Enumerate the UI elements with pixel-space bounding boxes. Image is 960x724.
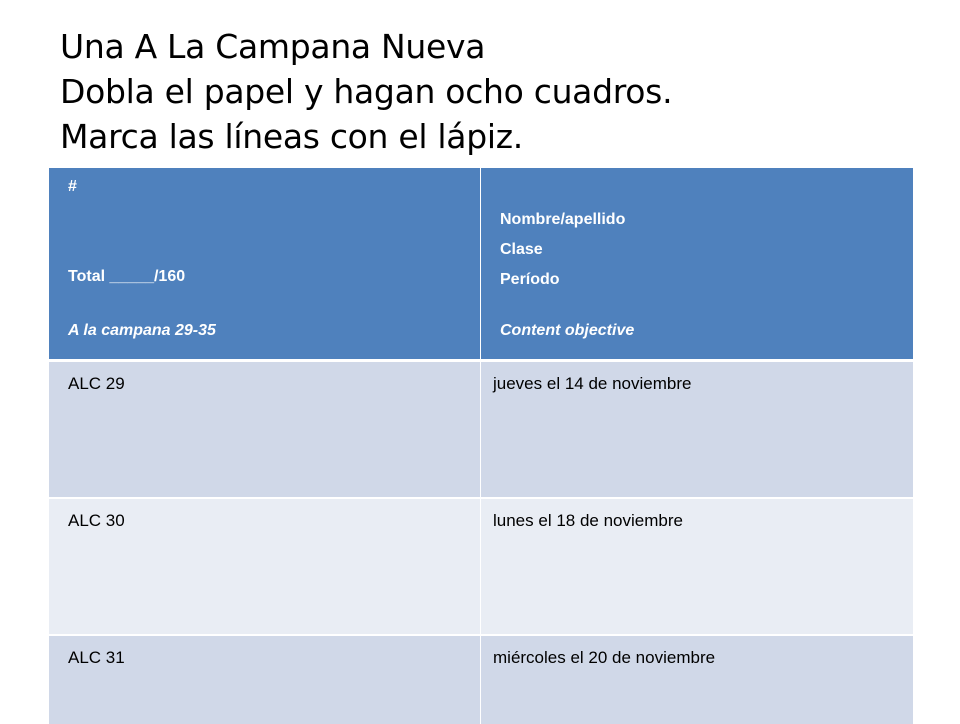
title-line-3: Marca las líneas con el lápiz. <box>60 117 523 156</box>
bell-ringer-table <box>48 168 914 724</box>
date-cell <box>481 361 914 499</box>
date-label: miércoles el 20 de noviembre <box>493 648 716 667</box>
content-objective-label: Content objective <box>500 322 635 339</box>
alc-label: ALC 31 <box>68 648 125 667</box>
alc-cell <box>49 498 481 635</box>
campana-range-label: A la campana 29-35 <box>68 322 216 339</box>
date-cell <box>481 635 914 724</box>
header-cell-right <box>481 168 914 361</box>
alc-cell <box>49 635 481 724</box>
header-cell-left <box>49 168 481 361</box>
table-row <box>49 498 914 635</box>
table-row <box>49 635 914 724</box>
table-row <box>49 361 914 499</box>
name-label: Nombre/apellido <box>500 211 626 228</box>
number-label: # <box>68 178 77 195</box>
alc-cell <box>49 361 481 499</box>
table-header-row <box>49 168 914 361</box>
alc-label: ALC 30 <box>68 511 125 530</box>
title-line-2: Dobla el papel y hagan ocho cuadros. <box>60 72 673 111</box>
period-label: Período <box>500 271 560 288</box>
date-label: jueves el 14 de noviembre <box>493 374 692 393</box>
class-label: Clase <box>500 241 543 258</box>
date-cell <box>481 498 914 635</box>
total-label: Total _____/160 <box>68 268 186 285</box>
alc-label: ALC 29 <box>68 374 125 393</box>
slide-title <box>60 24 920 159</box>
date-label: lunes el 18 de noviembre <box>493 511 683 530</box>
title-line-1: Una A La Campana Nueva <box>60 27 486 66</box>
